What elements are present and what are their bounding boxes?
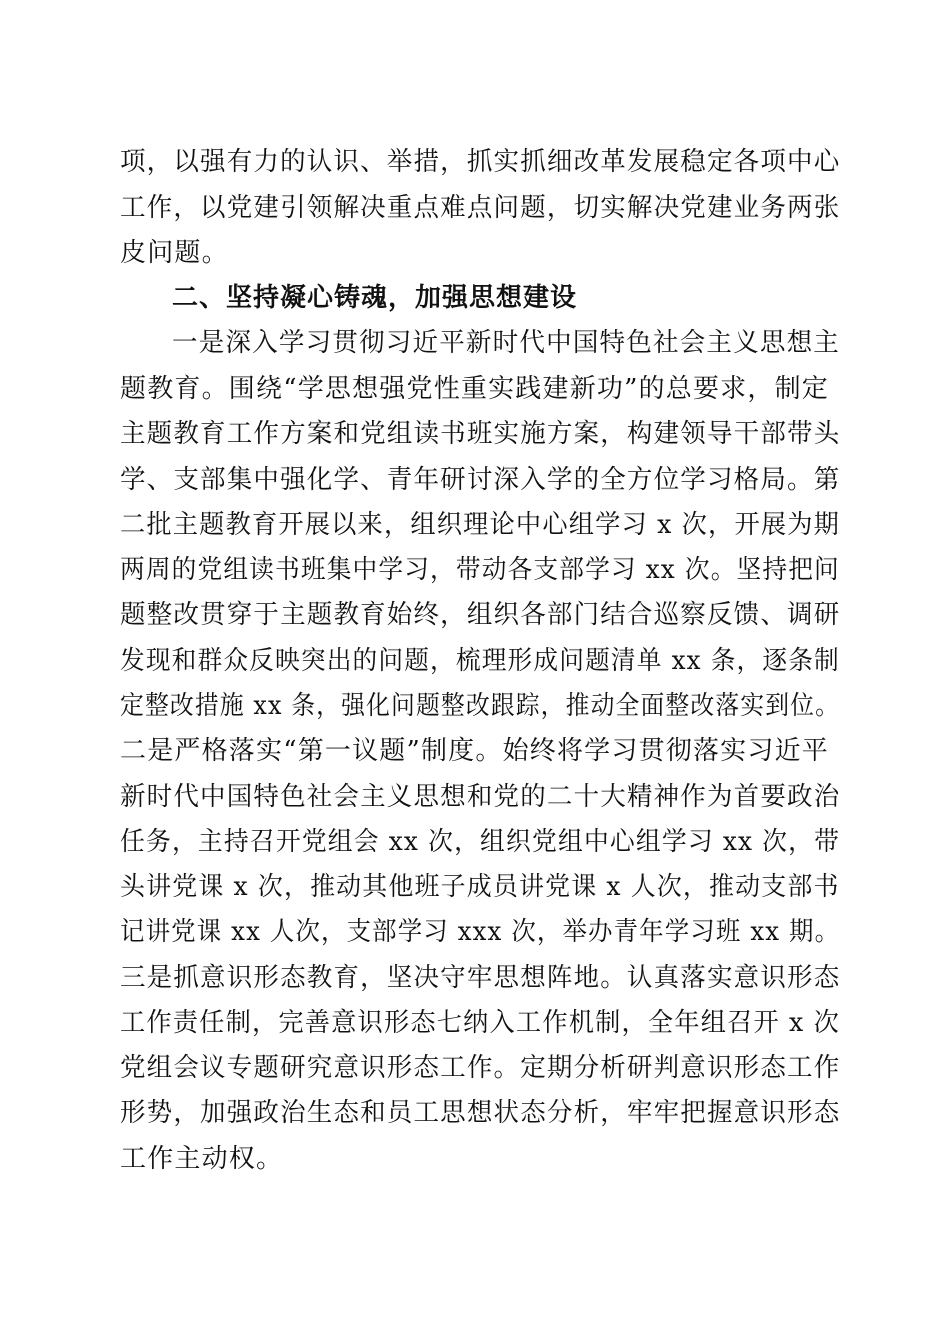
text-line: 定整改措施 xx 条，强化问题整改跟踪，推动全面整改落实到位。 bbox=[120, 691, 841, 721]
text-line: 题整改贯穿于主题教育始终，组织各部门结合巡察反馈、调研 bbox=[120, 600, 841, 630]
text-line: 形势，加强政治生态和员工思想状态分析，牢牢把握意识形态 bbox=[120, 1098, 841, 1128]
text-line: 二批主题教育开展以来，组织理论中心组学习 x 次，开展为期 bbox=[120, 510, 841, 540]
text-line: 主题教育工作方案和党组读书班实施方案，构建领导干部带头 bbox=[120, 419, 841, 449]
text-line: 工作责任制，完善意识形态七纳入工作机制，全年组召开 x 次 bbox=[120, 1008, 841, 1038]
text-line: 两周的党组读书班集中学习，带动各支部学习 xx 次。坚持把问 bbox=[120, 555, 840, 585]
section-heading: 二、坚持凝心铸魂，加强思想建设 bbox=[172, 283, 578, 313]
text-line: 新时代中国特色社会主义思想和党的二十大精神作为首要政治 bbox=[120, 782, 841, 812]
text-line: 项，以强有力的认识、举措，抓实抓细改革发展稳定各项中心 bbox=[120, 147, 841, 177]
text-line: 头讲党课 x 次，推动其他班子成员讲党课 x 人次，推动支部书 bbox=[120, 872, 840, 902]
text-line: 二是严格落实“第一议题”制度。始终将学习贯彻落实习近平 bbox=[120, 736, 829, 766]
text-line: 题教育。围绕“学思想强党性重实践建新功”的总要求，制定 bbox=[120, 374, 829, 404]
text-line: 记讲党课 xx 人次，支部学习 xxx 次，举办青年学习班 xx 期。 bbox=[120, 917, 841, 947]
text-line: 三是抓意识形态教育，坚决守牢思想阵地。认真落实意识形态 bbox=[120, 963, 841, 993]
text-line: 工作主动权。 bbox=[120, 1144, 284, 1174]
text-line: 皮问题。 bbox=[120, 238, 229, 268]
text-line: 一是深入学习贯彻习近平新时代中国特色社会主义思想主 bbox=[172, 328, 841, 358]
text-line: 学、支部集中强化学、青年研讨深入学的全方位学习格局。第 bbox=[120, 465, 841, 495]
text-line: 工作，以党建引领解决重点难点问题，切实解决党建业务两张 bbox=[120, 193, 841, 223]
text-line: 发现和群众反映突出的问题，梳理形成问题清单 xx 条，逐条制 bbox=[120, 646, 840, 676]
text-line: 任务，主持召开党组会 xx 次，组织党组中心组学习 xx 次，带 bbox=[120, 827, 841, 857]
text-line: 党组会议专题研究意识形态工作。定期分析研判意识形态工作 bbox=[120, 1053, 841, 1083]
